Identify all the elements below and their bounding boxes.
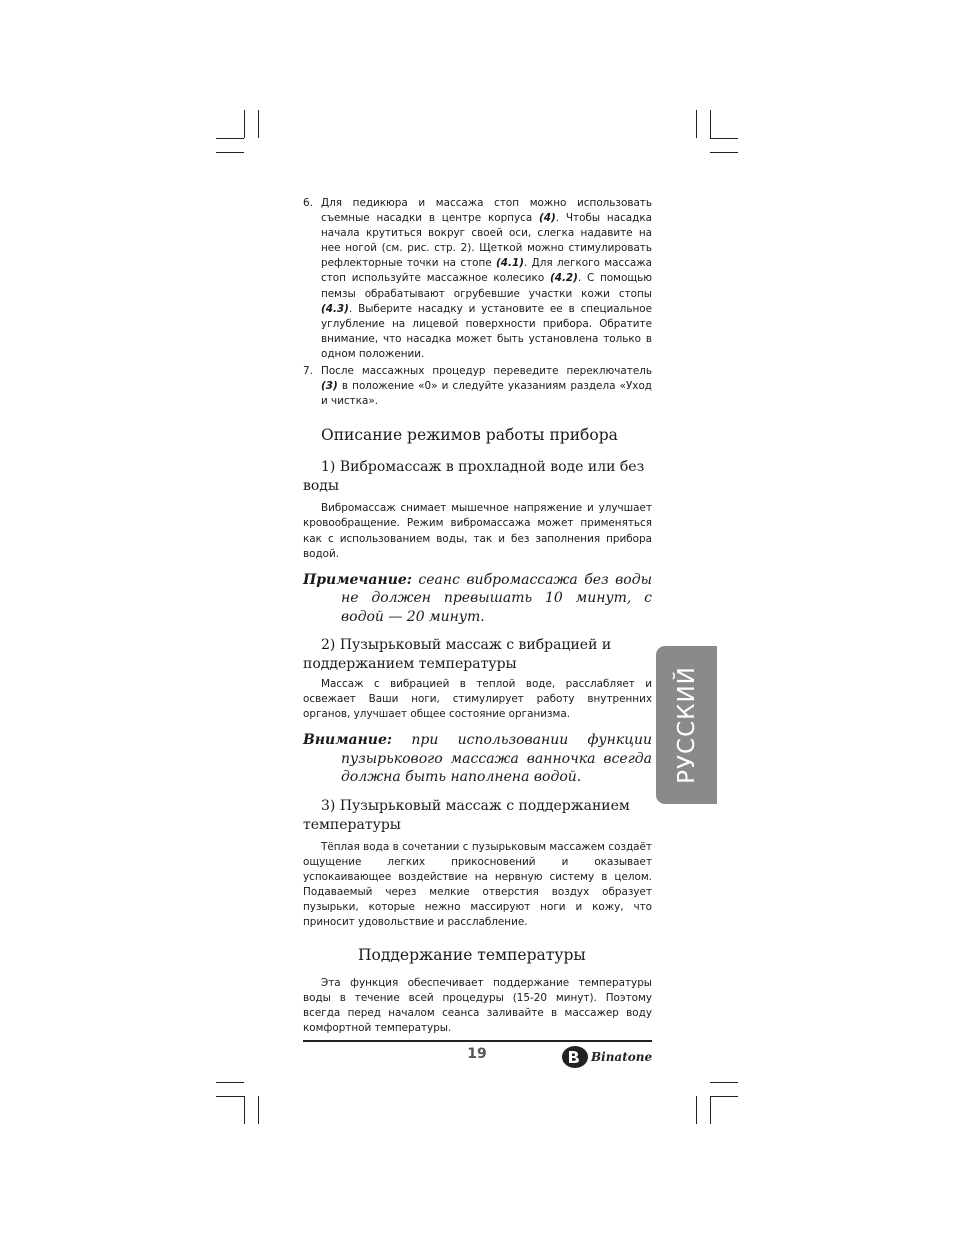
language-tab-label: РУССКИЙ	[673, 666, 700, 784]
mode2-title: 2) Пузырьковый массаж с вибрацией и поддержанием температуры	[303, 637, 612, 673]
mode3-text: Тёплая вода в сочетании с пузырьковым массажем создаёт ощущение легких прикосновений и оказывает успокаивающее воздействие на нервную систему в целом. Подаваемый через мелкие отверстия воздух образует пузырьки, которые нежно массируют ноги и кожу, что приносит удовольствие и расслабление.	[303, 840, 652, 929]
crop-mark	[696, 110, 697, 138]
brand-logo	[561, 1043, 652, 1071]
crop-mark	[244, 1096, 245, 1124]
crop-mark	[710, 1096, 711, 1124]
mode1-title: 1) Вибромассаж в прохладной воде или без воды	[303, 459, 645, 495]
item-number: 6.	[303, 197, 313, 209]
crop-mark	[710, 1096, 738, 1097]
brand-name: Binatone	[591, 1050, 653, 1064]
crop-mark	[258, 1096, 259, 1124]
crop-mark	[710, 138, 738, 139]
brand-logo-icon	[561, 1045, 589, 1069]
instruction-item-7: 7. После массажных процедур переведите переключатель (3) в положение «0» и следуйте указаниям раздела «Уход и чистка».	[303, 365, 652, 408]
mode3-title: 3) Пузырьковый массаж с поддержанием температуры	[303, 797, 630, 833]
mode1-text: Вибромассаж снимает мышечное напряжение и улучшает кровообращение. Режим вибромассажа может применяться как с использованием воды, так и без заполнения прибора водой.	[303, 502, 652, 560]
crop-mark	[216, 138, 244, 139]
page-content	[303, 196, 652, 1036]
page-number: 19	[467, 1046, 487, 1062]
mode2-note: Внимание: при использовании функции пузырькового массажа ванночка всегда должна быть наполнена водой.	[303, 732, 652, 786]
instruction-item-6: 6. Для педикюра и массажа стоп можно использовать съемные насадки в центре корпуса (4). Чтобы насадка начала крутиться вокруг своей оси, слегка надавите на нее ногой (см. рис. стр. 2). Щеткой можно стимулировать рефлекторные точки на стопе (4.1). Для легкого массажа стоп используйте массажное колесико (4.2). С помощью пемзы обрабатывают огрубевшие участки кожи стопы (4.3). Выберите насадку и установите ее в специальное углубление на лицевой поверхности прибора. Обратите внимание, что насадка может быть установлена только в одном положении.	[303, 197, 652, 360]
item-number: 7.	[303, 365, 313, 378]
section-title: Описание режимов работы прибора	[321, 426, 618, 445]
crop-mark	[216, 152, 244, 153]
crop-mark	[696, 1096, 697, 1124]
crop-mark	[710, 110, 711, 138]
mode1-note: Примечание: сеанс вибромассажа без воды не должен превышать 10 минут, с водой — 20 минут.	[303, 571, 652, 625]
crop-mark	[710, 1082, 738, 1083]
temperature-title: Поддержание температуры	[358, 945, 586, 964]
note-label: Примечание:	[303, 571, 412, 588]
language-tab	[656, 646, 717, 804]
crop-mark	[710, 152, 738, 153]
crop-mark	[244, 110, 245, 138]
mode2-text: Массаж с вибрацией в теплой воде, расслабляет и освежает Ваши ноги, стимулирует работу внутренних органов, улучшает общее состояние организма.	[303, 678, 652, 721]
crop-mark	[216, 1096, 244, 1097]
footer-divider	[303, 1040, 652, 1042]
crop-mark	[216, 1082, 244, 1083]
temperature-text: Эта функция обеспечивает поддержание температуры воды в течение всей процедуры (15-20 минут). Поэтому всегда перед началом сеанса заливайте в массажер воду комфортной температуры.	[303, 976, 652, 1034]
note-label: Внимание:	[303, 732, 393, 749]
crop-mark	[258, 110, 259, 138]
